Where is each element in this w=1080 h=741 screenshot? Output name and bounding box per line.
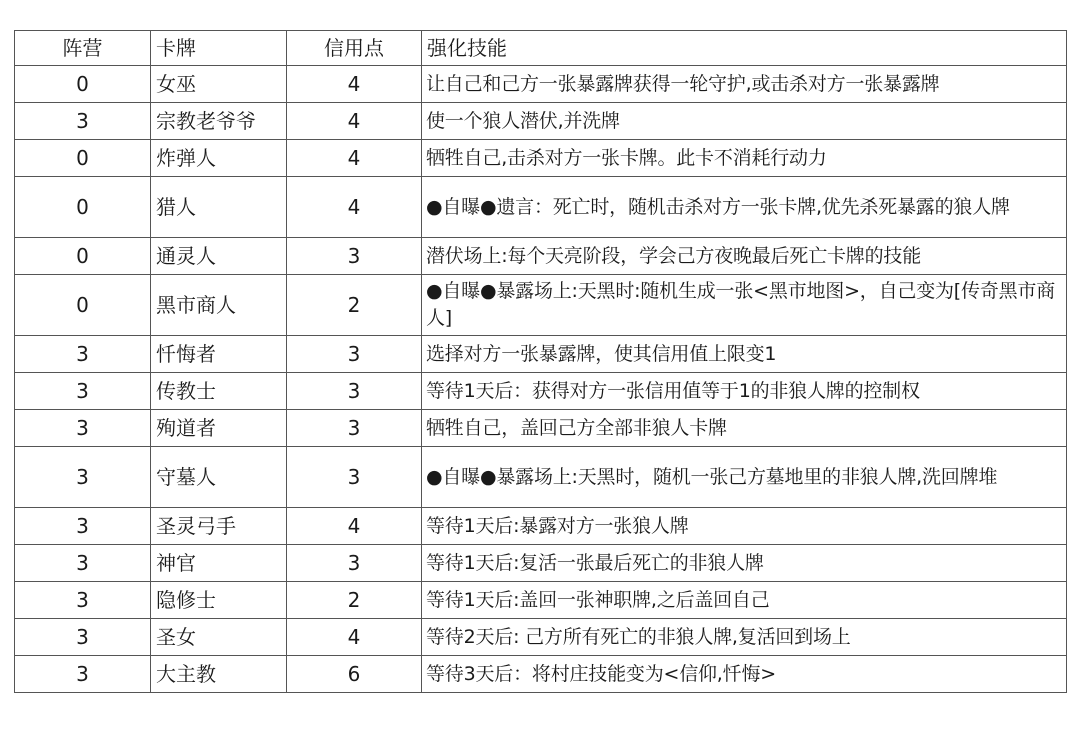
header-skill: 强化技能 — [422, 31, 1067, 66]
skill-cell: ●自曝●遗言：死亡时，随机击杀对方一张卡牌,优先杀死暴露的狼人牌 — [422, 177, 1067, 238]
table-row — [15, 447, 1067, 508]
credit-cell: 3 — [287, 336, 422, 373]
card-name-cell: 传教士 — [151, 373, 287, 410]
skill-cell: ●自曝●暴露场上:天黑时，随机一张己方墓地里的非狼人牌,洗回牌堆 — [422, 447, 1067, 508]
camp-cell: 0 — [15, 238, 151, 275]
table-row — [15, 373, 1067, 410]
camp-cell: 0 — [15, 66, 151, 103]
credit-cell: 6 — [287, 656, 422, 693]
table-row — [15, 619, 1067, 656]
table-row — [15, 656, 1067, 693]
camp-cell: 3 — [15, 619, 151, 656]
card-name-cell: 黑市商人 — [151, 275, 287, 336]
card-name-cell: 通灵人 — [151, 238, 287, 275]
skill-cell: 等待1天后:盖回一张神职牌,之后盖回自己 — [422, 582, 1067, 619]
header-credit: 信用点 — [287, 31, 422, 66]
camp-cell: 3 — [15, 545, 151, 582]
camp-cell: 3 — [15, 656, 151, 693]
card-name-cell: 守墓人 — [151, 447, 287, 508]
card-skill-table — [14, 30, 1067, 693]
camp-cell: 3 — [15, 447, 151, 508]
card-name-cell: 圣灵弓手 — [151, 508, 287, 545]
skill-cell: 等待1天后：获得对方一张信用值等于1的非狼人牌的控制权 — [422, 373, 1067, 410]
table-row — [15, 275, 1067, 336]
table-row — [15, 545, 1067, 582]
card-name-cell: 忏悔者 — [151, 336, 287, 373]
card-name-cell: 猎人 — [151, 177, 287, 238]
credit-cell: 4 — [287, 508, 422, 545]
credit-cell: 3 — [287, 545, 422, 582]
credit-cell: 4 — [287, 66, 422, 103]
credit-cell: 3 — [287, 373, 422, 410]
credit-cell: 3 — [287, 447, 422, 508]
credit-cell: 4 — [287, 177, 422, 238]
skill-cell: 牺牲自己,击杀对方一张卡牌。此卡不消耗行动力 — [422, 140, 1067, 177]
card-name-cell: 炸弹人 — [151, 140, 287, 177]
skill-cell: ●自曝●暴露场上:天黑时:随机生成一张<黑市地图>，自己变为[传奇黑市商人] — [422, 275, 1067, 336]
credit-cell: 4 — [287, 103, 422, 140]
skill-cell: 等待1天后:复活一张最后死亡的非狼人牌 — [422, 545, 1067, 582]
card-name-cell: 圣女 — [151, 619, 287, 656]
table-row — [15, 582, 1067, 619]
card-name-cell: 宗教老爷爷 — [151, 103, 287, 140]
table-row — [15, 238, 1067, 275]
camp-cell: 3 — [15, 508, 151, 545]
table-header-row — [15, 31, 1067, 66]
credit-cell: 2 — [287, 582, 422, 619]
header-card: 卡牌 — [151, 31, 287, 66]
skill-cell: 等待3天后：将村庄技能变为<信仰,忏悔> — [422, 656, 1067, 693]
skill-cell: 牺牲自己，盖回己方全部非狼人卡牌 — [422, 410, 1067, 447]
camp-cell: 0 — [15, 177, 151, 238]
skill-cell: 让自己和己方一张暴露牌获得一轮守护,或击杀对方一张暴露牌 — [422, 66, 1067, 103]
card-name-cell: 大主教 — [151, 656, 287, 693]
skill-cell: 选择对方一张暴露牌，使其信用值上限变1 — [422, 336, 1067, 373]
table-row — [15, 103, 1067, 140]
card-name-cell: 隐修士 — [151, 582, 287, 619]
camp-cell: 0 — [15, 140, 151, 177]
credit-cell: 4 — [287, 140, 422, 177]
skill-cell: 潜伏场上:每个天亮阶段，学会己方夜晚最后死亡卡牌的技能 — [422, 238, 1067, 275]
table-row — [15, 66, 1067, 103]
camp-cell: 3 — [15, 336, 151, 373]
card-name-cell: 神官 — [151, 545, 287, 582]
camp-cell: 3 — [15, 582, 151, 619]
table-row — [15, 508, 1067, 545]
credit-cell: 3 — [287, 238, 422, 275]
camp-cell: 3 — [15, 410, 151, 447]
table-row — [15, 336, 1067, 373]
camp-cell: 3 — [15, 373, 151, 410]
camp-cell: 0 — [15, 275, 151, 336]
camp-cell: 3 — [15, 103, 151, 140]
header-camp: 阵营 — [15, 31, 151, 66]
table-row — [15, 177, 1067, 238]
skill-cell: 等待2天后: 己方所有死亡的非狼人牌,复活回到场上 — [422, 619, 1067, 656]
skill-cell: 等待1天后:暴露对方一张狼人牌 — [422, 508, 1067, 545]
table-row — [15, 140, 1067, 177]
card-name-cell: 女巫 — [151, 66, 287, 103]
credit-cell: 3 — [287, 410, 422, 447]
card-name-cell: 殉道者 — [151, 410, 287, 447]
skill-cell: 使一个狼人潜伏,并洗牌 — [422, 103, 1067, 140]
credit-cell: 2 — [287, 275, 422, 336]
table-row — [15, 410, 1067, 447]
credit-cell: 4 — [287, 619, 422, 656]
